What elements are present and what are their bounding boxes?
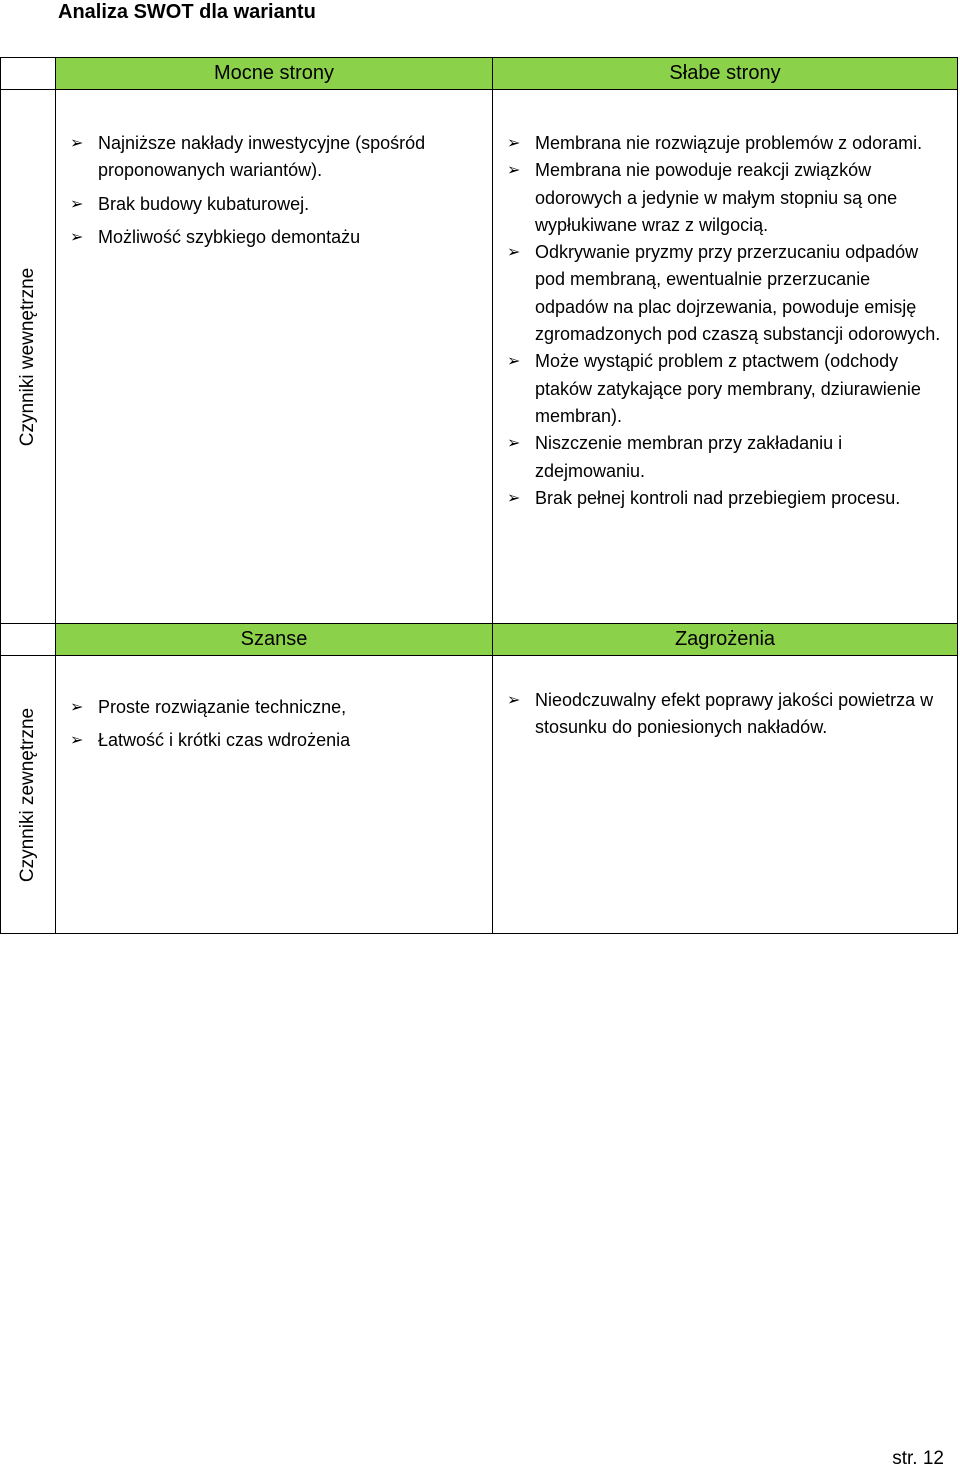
page-number: str. 12: [892, 1448, 944, 1469]
arrowhead-bullet-icon: ➢: [70, 195, 84, 213]
arrowhead-bullet-icon: ➢: [507, 489, 521, 507]
list-item: [493, 239, 943, 348]
threats-header: Zagrożenia: [493, 624, 958, 656]
internal-factors-label: Czynniki wewnętrzne: [17, 267, 38, 446]
threats-cell: [493, 656, 958, 934]
header-row-internal: [1, 58, 958, 90]
arrowhead-bullet-icon: ➢: [70, 228, 84, 246]
list-item-text: Odkrywanie pryzmy przy przerzucaniu odpadów pod membraną, ewentualnie przerzucanie odpadów na plac dojrzewania, powoduje emisję zgromadzonych pod czaszą substancji odorowych.: [535, 242, 941, 345]
list-item-text: Najniższe nakłady inwestycyjne (spośród proponowanych wariantów).: [98, 133, 426, 181]
arrowhead-bullet-icon: ➢: [70, 699, 84, 716]
list-item: [493, 430, 943, 485]
list-item: [493, 485, 943, 512]
list-item: [493, 348, 943, 430]
list-item-text: Nieodczuwalny efekt poprawy jakości powietrza w stosunku do poniesionych nakładów.: [535, 690, 934, 738]
arrowhead-bullet-icon: ➢: [507, 162, 521, 180]
threats-list: [493, 687, 943, 742]
list-item-text: Brak pełnej kontroli nad przebiegiem procesu.: [535, 487, 901, 508]
internal-row: [1, 90, 958, 624]
list-item: [56, 224, 478, 251]
strengths-list: [56, 130, 478, 251]
document-title: Analiza SWOT dla wariantu: [58, 1, 316, 23]
list-item-text: Brak budowy kubaturowej.: [98, 193, 310, 214]
header-row-external: [1, 624, 958, 656]
list-item-text: Proste rozwiązanie techniczne,: [98, 697, 347, 717]
arrowhead-bullet-icon: ➢: [507, 244, 521, 262]
internal-side-cell: [1, 90, 56, 624]
list-item-text: Membrana nie rozwiązuje problemów z odorami.: [535, 133, 923, 153]
list-item: [56, 130, 478, 185]
list-item: [493, 157, 943, 239]
list-item-text: Niszczenie membran przy zakładaniu i zdejmowaniu.: [535, 433, 843, 481]
arrowhead-bullet-icon: ➢: [507, 692, 521, 709]
strengths-cell: [56, 90, 493, 624]
external-side-cell: [1, 656, 56, 934]
list-item-text: Łatwość i krótki czas wdrożenia: [98, 730, 351, 751]
opportunities-header: Szanse: [56, 624, 493, 656]
list-item: [56, 191, 478, 218]
list-item-text: Możliwość szybkiego demontażu: [98, 226, 361, 247]
list-item: [493, 130, 943, 157]
corner-cell-2: [1, 624, 56, 656]
external-factors-label: Czynniki zewnętrzne: [17, 707, 38, 882]
arrowhead-bullet-icon: ➢: [70, 135, 84, 152]
list-item: [56, 694, 478, 721]
weaknesses-header: Słabe strony: [493, 58, 958, 90]
opportunities-cell: [56, 656, 493, 934]
strengths-header: Mocne strony: [56, 58, 493, 90]
arrowhead-bullet-icon: ➢: [507, 435, 521, 453]
list-item-text: Membrana nie powoduje reakcji związków odorowych a jedynie w małym stopniu są one wypłukiwane wraz z wilgocią.: [535, 160, 898, 235]
weaknesses-cell: [493, 90, 958, 624]
opportunities-list: [56, 694, 478, 755]
arrowhead-bullet-icon: ➢: [507, 353, 521, 371]
external-row: [1, 656, 958, 934]
list-item: [56, 727, 478, 754]
weaknesses-list: [493, 130, 943, 512]
arrowhead-bullet-icon: ➢: [507, 135, 521, 152]
swot-table: [0, 57, 958, 934]
list-item-text: Może wystąpić problem z ptactwem (odchody ptaków zatykające pory membrany, dziurawienie membran).: [535, 351, 921, 426]
corner-cell: [1, 58, 56, 90]
list-item: [493, 687, 943, 742]
arrowhead-bullet-icon: ➢: [70, 732, 84, 750]
